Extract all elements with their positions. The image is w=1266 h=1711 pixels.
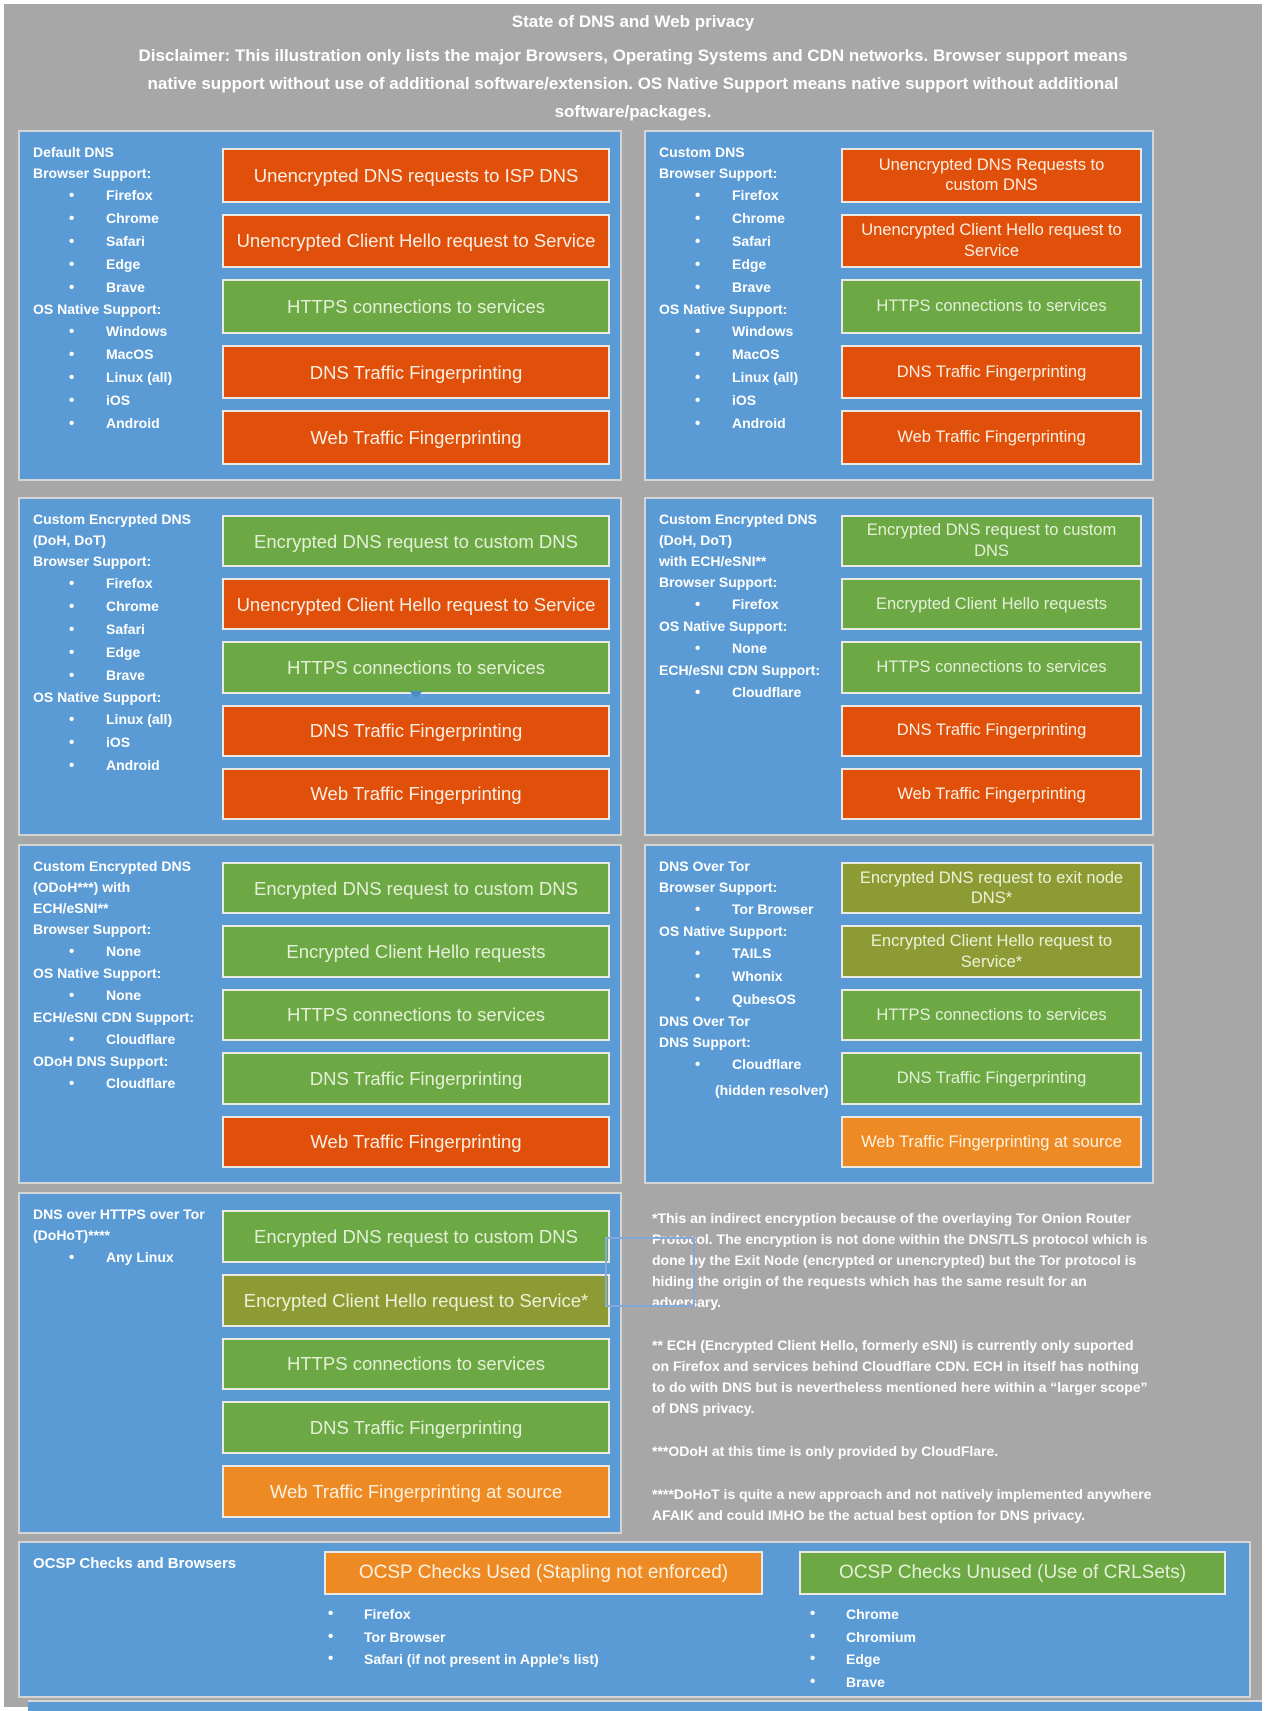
bar-https-connections: HTTPS connections to services [841, 279, 1142, 334]
list-item: • Safari [33, 618, 222, 641]
bar-client-hello: Unencrypted Client Hello request to Service [841, 214, 1142, 269]
disclaimer-text: Disclaimer: This illustration only lists the major Browsers, Operating Systems and CDN networks. Browser support means native support without use of additional software/extension. OS Native Support means native support without additional software/packages. [138, 46, 1128, 121]
section-heading: OS Native Support: [659, 301, 788, 317]
panel-info [20, 132, 222, 479]
panel-title: (ODoH***) with [33, 879, 131, 895]
list-item: • Firefox [659, 593, 841, 616]
list-item: • Whonix [659, 965, 841, 988]
list-item: • Cloudflare [33, 1028, 222, 1051]
list-item: • Edge [33, 641, 222, 664]
panel-info [20, 1194, 222, 1532]
list-item: • Firefox [33, 572, 222, 595]
panel-dns-over-tor [644, 844, 1154, 1184]
list-item: • Any Linux [33, 1246, 222, 1269]
panel-title: OCSP Checks and Browsers [33, 1555, 237, 1572]
bar-dns-fingerprinting: DNS Traffic Fingerprinting [222, 345, 610, 400]
panel-info [646, 499, 841, 834]
list-item: • Edge [810, 1648, 916, 1671]
list-item: • Chrome [659, 207, 841, 230]
section-heading: Browser Support: [33, 165, 152, 181]
list-item: • MacOS [33, 343, 222, 366]
panel-title: Custom Encrypted DNS [659, 511, 817, 527]
bar-client-hello: Encrypted Client Hello requests [841, 578, 1142, 630]
bars-column [222, 846, 620, 1182]
bar-dns-fingerprinting: DNS Traffic Fingerprinting [222, 1401, 610, 1454]
panel-ocsp [18, 1541, 1251, 1698]
list-item: • Cloudflare [659, 681, 841, 704]
bars-column [222, 132, 620, 479]
panel-title: Default DNS [33, 144, 114, 160]
section-heading: OS Native Support: [33, 689, 162, 705]
bar-dns-request: Encrypted DNS request to custom DNS [841, 515, 1142, 567]
section-heading: ODoH DNS Support: [33, 1053, 169, 1069]
list-item: • Brave [33, 276, 222, 299]
list-item: • Linux (all) [33, 708, 222, 731]
bar-web-fingerprinting: Web Traffic Fingerprinting [841, 768, 1142, 820]
list-item: • None [33, 984, 222, 1007]
bars-column [222, 1194, 620, 1532]
panel-title: (DoH, DoT) [33, 532, 107, 548]
bar-dns-fingerprinting: DNS Traffic Fingerprinting [222, 1052, 610, 1104]
connector-line [605, 1237, 695, 1307]
list-item: • Chrome [33, 595, 222, 618]
bars-column [841, 132, 1152, 479]
bar-dns-request: Encrypted DNS request to custom DNS [222, 515, 610, 567]
bar-dns-request: Unencrypted DNS requests to ISP DNS [222, 148, 610, 203]
bar-dns-request: Encrypted DNS request to custom DNS [222, 1210, 610, 1263]
section-heading: OS Native Support: [33, 301, 162, 317]
section-heading: Browser Support: [659, 879, 778, 895]
bar-client-hello: Encrypted Client Hello requests [222, 925, 610, 977]
footnote-odoh: ***ODoH at this time is only provided by CloudFlare. [652, 1443, 999, 1459]
section-heading: ECH/eSNI CDN Support: [33, 1009, 194, 1025]
list-item: • Safari [33, 230, 222, 253]
panel-title: with ECH/eSNI** [659, 553, 767, 569]
panel-custom-dns [644, 130, 1154, 481]
list-item: • QubesOS [659, 988, 841, 1011]
bars-column [841, 499, 1152, 834]
page-header [4, 12, 1262, 126]
footnotes [652, 1208, 1154, 1548]
list-item: • Brave [33, 664, 222, 687]
list-item: • Chromium [810, 1626, 916, 1649]
section-heading: Browser Support: [659, 165, 778, 181]
panel-title: DNS Over Tor [659, 858, 750, 874]
cut-off-panel-edge [28, 1700, 1262, 1711]
bar-web-fingerprinting: Web Traffic Fingerprinting at source [222, 1465, 610, 1518]
list-item: • Chrome [33, 207, 222, 230]
bar-https-connections: HTTPS connections to services [222, 279, 610, 334]
bar-dns-fingerprinting: DNS Traffic Fingerprinting [222, 705, 610, 757]
list-item: • Android [33, 754, 222, 777]
list-item: • TAILS [659, 942, 841, 965]
bar-ocsp-unused: OCSP Checks Unused (Use of CRLSets) [799, 1551, 1226, 1595]
bar-dns-fingerprinting: DNS Traffic Fingerprinting [841, 345, 1142, 400]
bar-https-connections: HTTPS connections to services [222, 641, 610, 693]
list-item: • Linux (all) [659, 366, 841, 389]
bar-https-connections: HTTPS connections to services [841, 641, 1142, 693]
panel-default-dns [18, 130, 622, 481]
panel-title: ECH/eSNI** [33, 900, 109, 916]
list-item: • Safari (if not present in Apple’s list) [328, 1648, 599, 1671]
list-item: • Windows [659, 320, 841, 343]
list-item: • Chrome [810, 1603, 916, 1626]
panel-title: Custom Encrypted DNS [33, 511, 191, 527]
bar-ocsp-used: OCSP Checks Used (Stapling not enforced) [324, 1551, 763, 1595]
list-item: • Edge [659, 253, 841, 276]
bar-https-connections: HTTPS connections to services [222, 989, 610, 1041]
panel-custom-encrypted-dns-ech [644, 497, 1154, 836]
bar-web-fingerprinting: Web Traffic Fingerprinting [841, 410, 1142, 465]
panel-odoh-ech [18, 844, 622, 1184]
list-item: • Edge [33, 253, 222, 276]
bar-client-hello: Unencrypted Client Hello request to Service [222, 214, 610, 269]
bars-column [841, 846, 1152, 1182]
list-item: • Windows [33, 320, 222, 343]
list-item: • Cloudflare [659, 1053, 841, 1076]
panel-info [20, 499, 222, 834]
bar-web-fingerprinting: Web Traffic Fingerprinting [222, 1116, 610, 1168]
section-heading: OS Native Support: [33, 965, 162, 981]
bar-https-connections: HTTPS connections to services [841, 989, 1142, 1041]
bar-client-hello: Encrypted Client Hello request to Service* [841, 925, 1142, 977]
list-item: • Cloudflare [33, 1072, 222, 1095]
list-item: • Firefox [33, 184, 222, 207]
list-item: • Brave [810, 1671, 916, 1694]
bar-web-fingerprinting: Web Traffic Fingerprinting [222, 768, 610, 820]
bar-dns-fingerprinting: DNS Traffic Fingerprinting [841, 705, 1142, 757]
bar-dns-request: Encrypted DNS request to custom DNS [222, 862, 610, 914]
section-heading: Browser Support: [33, 921, 152, 937]
bar-web-fingerprinting: Web Traffic Fingerprinting at source [841, 1116, 1142, 1168]
section-heading: Browser Support: [33, 553, 152, 569]
bar-web-fingerprinting: Web Traffic Fingerprinting [222, 410, 610, 465]
list-item: • None [659, 637, 841, 660]
list-item: • iOS [33, 389, 222, 412]
page-title: State of DNS and Web privacy [511, 12, 755, 31]
bar-https-connections: HTTPS connections to services [222, 1338, 610, 1391]
panel-title: (DoHoT)**** [33, 1227, 110, 1243]
section-heading: DNS Over Tor [659, 1013, 750, 1029]
bar-dns-request: Encrypted DNS request to exit node DNS* [841, 862, 1142, 914]
bars-column [222, 499, 620, 834]
panel-custom-encrypted-dns [18, 497, 622, 836]
bar-dns-fingerprinting: DNS Traffic Fingerprinting [841, 1052, 1142, 1104]
list-item: • Linux (all) [33, 366, 222, 389]
panel-title: Custom Encrypted DNS [33, 858, 191, 874]
bar-client-hello: Encrypted Client Hello request to Service* [222, 1274, 610, 1327]
list-item: • iOS [33, 731, 222, 754]
section-heading: OS Native Support: [659, 923, 788, 939]
panel-title: Custom DNS [659, 144, 745, 160]
list-item: • Firefox [659, 184, 841, 207]
panel-title: (DoH, DoT) [659, 532, 733, 548]
list-item: • Android [33, 412, 222, 435]
panel-dohot [18, 1192, 622, 1534]
footnote-ech: ** ECH (Encrypted Client Hello, formerly eSNI) is currently only suported on Firefox and services behind Cloudflare CDN. ECH in itself has nothing to do with DNS but is nevertheless mentioned here within a “larger scope” of DNS privacy. [652, 1337, 1148, 1416]
list-item: • Safari [659, 230, 841, 253]
section-heading: ECH/eSNI CDN Support: [659, 662, 820, 678]
list-item: • Android [659, 412, 841, 435]
ocsp-unused-browser-list [810, 1603, 916, 1693]
panel-info [20, 846, 222, 1182]
list-item: • Tor Browser [328, 1626, 599, 1649]
list-item: • Firefox [328, 1603, 599, 1626]
list-item: • None [33, 940, 222, 963]
section-heading: OS Native Support: [659, 618, 788, 634]
bar-dns-request: Unencrypted DNS Requests to custom DNS [841, 148, 1142, 203]
panel-info [646, 132, 841, 479]
panel-title: DNS over HTTPS over Tor [33, 1206, 205, 1222]
section-heading: DNS Support: [659, 1034, 751, 1050]
section-heading: Browser Support: [659, 574, 778, 590]
list-item: • Brave [659, 276, 841, 299]
list-item: • iOS [659, 389, 841, 412]
bar-client-hello: Unencrypted Client Hello request to Service [222, 578, 610, 630]
ocsp-used-browser-list [328, 1603, 599, 1671]
list-item: • Tor Browser [659, 898, 841, 921]
list-item-note: (hidden resolver) [715, 1082, 829, 1098]
panel-info [646, 846, 841, 1182]
footnote-tor-encryption: *This an indirect encryption because of the overlaying Tor Onion Router Protocol. The encryption is not done within the DNS/TLS protocol which is done by the Exit Node (encrypted or unencrypted) but the Tor protocol is hiding the origin of the requests which has the same result for an adversary. [652, 1210, 1148, 1310]
footnote-dohot: ****DoHoT is quite a new approach and not natively implemented anywhere AFAIK and could IMHO be the actual best option for DNS privacy. [652, 1486, 1152, 1523]
list-item: • MacOS [659, 343, 841, 366]
